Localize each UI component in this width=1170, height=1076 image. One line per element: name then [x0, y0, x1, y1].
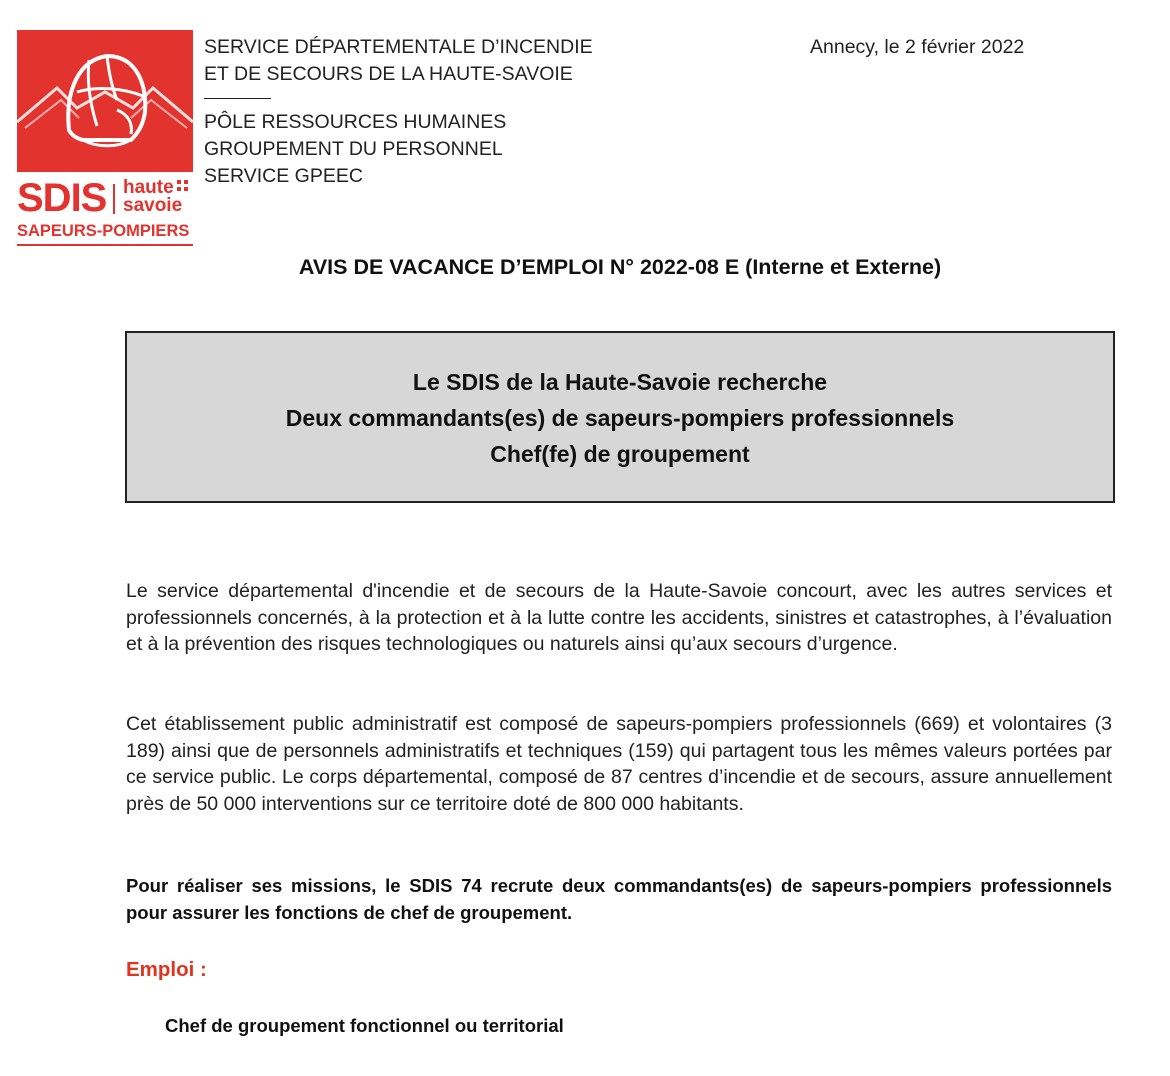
job-title: Chef de groupement fonctionnel ou territorial [165, 1015, 564, 1036]
sender-line: ET DE SECOURS DE LA HAUTE-SAVOIE [204, 63, 573, 85]
highlight-box [125, 331, 1115, 503]
sender-line: GROUPEMENT DU PERSONNEL [204, 138, 503, 160]
logo-brand-text: SDIS [17, 176, 107, 220]
sender-line: SERVICE GPEEC [204, 165, 363, 187]
sender-line: SERVICE DÉPARTEMENTALE D’INCENDIE [204, 36, 593, 58]
logo-wordmark [17, 176, 193, 220]
paragraph-establishment: Cet établissement public administratif est composé de sapeurs-pompiers professionnels (669) et volontaires (3 189) ainsi que de personnels administratifs et techniques (159) qui partagent tous les mêmes valeurs portées par ce service public. Le corps départemental, composé de 87 centres d’incendie et de secours, assure annuellement près de 50 000 interventions sur ce territoire doté de 800 000 habitants. [126, 713, 1112, 815]
box-line: Chef(fe) de groupement [490, 441, 750, 467]
box-line: Le SDIS de la Haute-Savoie recherche [412, 369, 828, 395]
logo-red-block [17, 30, 193, 172]
document-date: Annecy, le 2 février 2022 [810, 36, 1025, 58]
box-line: Deux commandants(es) de sapeurs-pompiers professionnels [285, 405, 955, 431]
logo-region-line1: haute [123, 177, 174, 198]
logo-tagline: SAPEURS-POMPIERS [17, 222, 190, 240]
sender-line: PÔLE RESSOURCES HUMAINES [204, 111, 507, 133]
logo-separator [113, 184, 115, 214]
sender-block [204, 34, 593, 190]
sdis-logo [17, 30, 193, 250]
paragraph-recruitment: Pour réaliser ses missions, le SDIS 74 recrute deux commandants(es) de sapeurs-pompiers professionnels pour assurer les fonctions de chef de groupement. [126, 875, 1112, 923]
section-heading-emploi: Emploi : [126, 958, 207, 981]
logo-region-line2: savoie [123, 195, 183, 216]
logo-dots-icon [177, 180, 189, 194]
paragraph-intro: Le service départemental d'incendie et de secours de la Haute-Savoie concourt, avec les autres services et professionnels concernés, à la protection et à la lutte contre les accidents, sinistres et catastrophes, à l’évaluation et à la prévention des risques technologiques ou naturels ainsi qu’aux secours d’urgence. [126, 580, 1112, 655]
logo-underline [17, 244, 193, 246]
firefighter-helmet-icon [17, 30, 193, 172]
document-title: AVIS DE VACANCE D’EMPLOI N° 2022-08 E (Interne et Externe) [298, 255, 942, 279]
sender-divider [204, 98, 271, 99]
